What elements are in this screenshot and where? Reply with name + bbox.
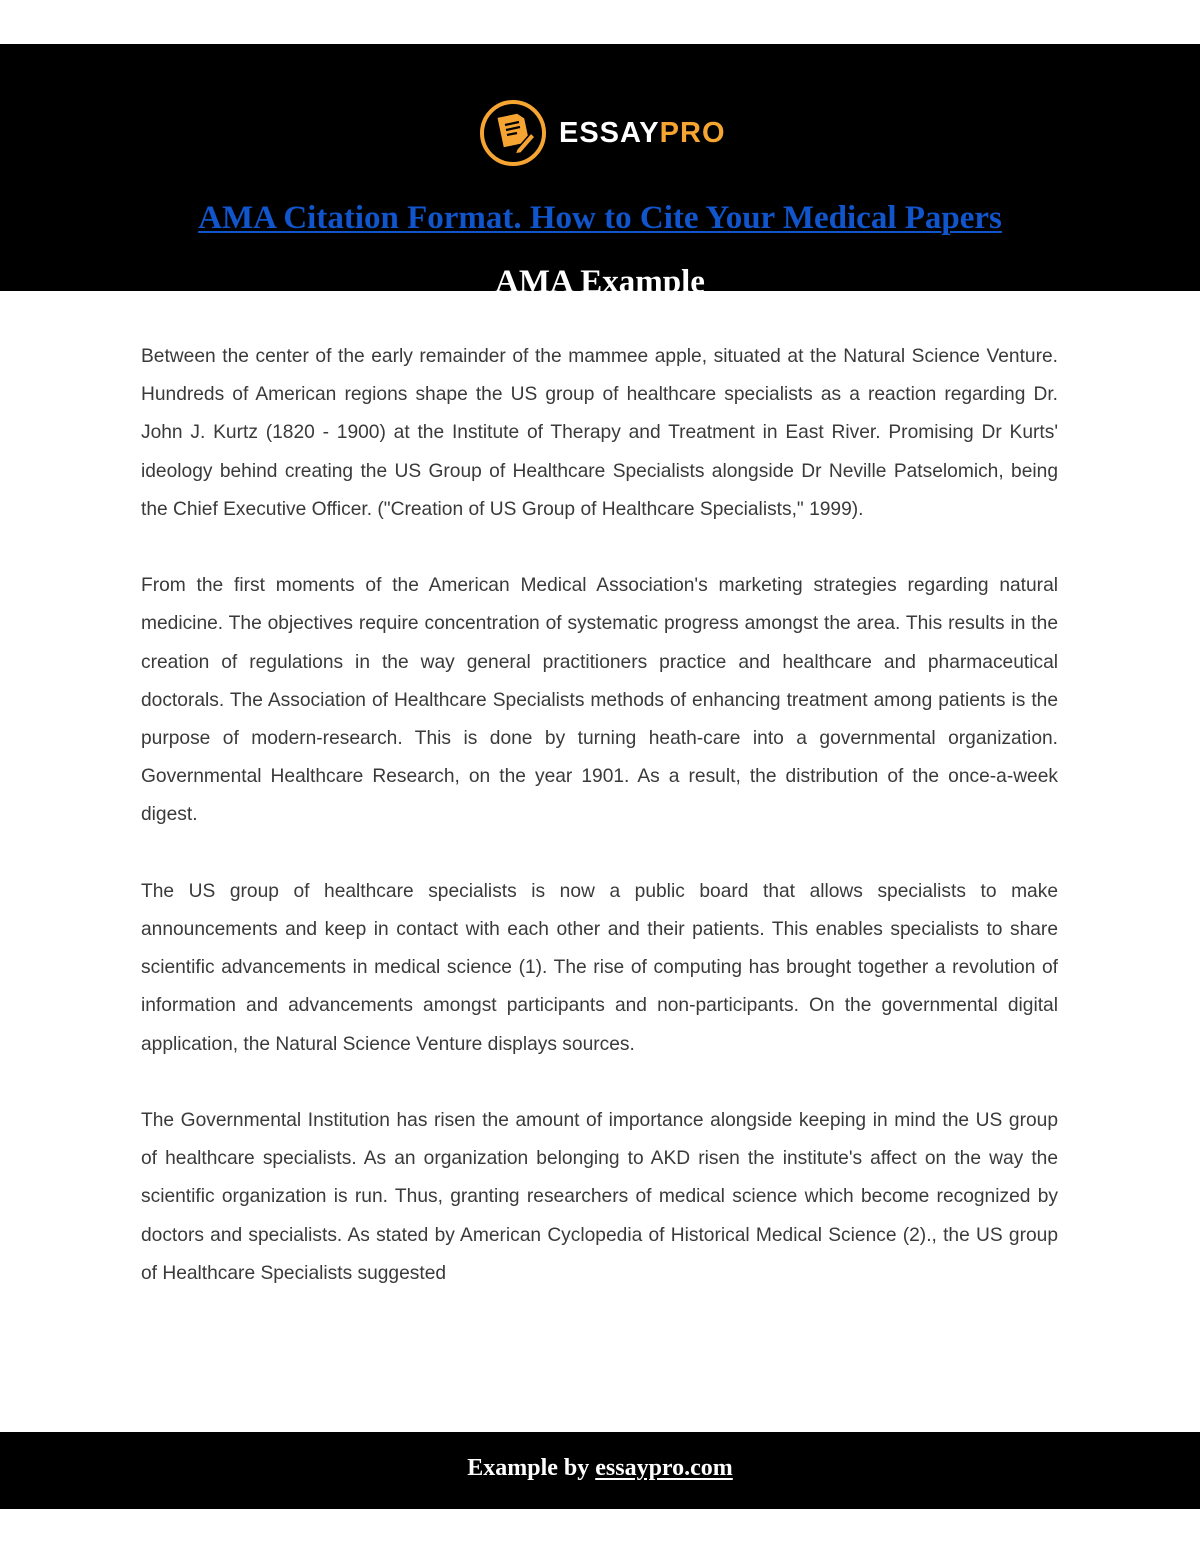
footer-credit [0,1452,1200,1484]
notepad-pencil-icon [479,99,547,167]
footer-banner [0,1432,1200,1509]
paragraph-2: From the first moments of the American Medical Association's marketing strategies regarding natural medicine. The objectives require concentration of systematic progress amongst the area. This results in the creation of regulations in the way general practitioners practice and healthcare and pharmaceutical doctorals. The Association of Healthcare Specialists methods of enhancing treatment among patients is the purpose of modern-research. This is done by turning heath-care into a governmental organization. Governmental Healthcare Research, on the year 1901. As a result, the distribution of the once-a-week digest. [141,575,1058,826]
paragraph-4: The Governmental Institution has risen the amount of importance alongside keeping in mind the US group of healthcare specialists. As an organization belonging to AKD risen the institute's affect on the way the scientific organization is run. Thus, granting researchers of medical science which become recognized by doctors and specialists. As stated by American Cyclopedia of Historical Medical Science (2)., the US group of Healthcare Specialists suggested [141,1110,1058,1284]
page-subtitle: AMA Example [495,264,705,300]
logo-wordmark-essay: ESSAY [559,116,660,149]
paragraph-1: Between the center of the early remainder of the mammee apple, situated at the Natural Science Venture. Hundreds of American regions shape the US group of healthcare specialists as a reaction regarding Dr. John J. Kurtz (1820 - 1900) at the Institute of Therapy and Treatment in East River. Promising Dr Kurts' ideology behind creating the US Group of Healthcare Specialists alongside Dr Neville Patselomich, being the Chief Executive Officer. ("Creation of US Group of Healthcare Specialists," 1999). [141,346,1058,520]
title-link[interactable]: AMA Citation Format. How to Cite Your Medical Papers [198,200,1002,236]
document-body [141,338,1058,1331]
paragraph-3: The US group of healthcare specialists is now a public board that allows specialists to make announcements and keep in contact with each other and their patients. This enables specialists to share scientific advancements in medical science (1). The rise of computing has brought together a revolution of information and advancements amongst participants and non-participants. On the governmental digital application, the Natural Science Venture displays sources. [141,880,1058,1055]
page-title [0,196,1200,240]
header-banner [0,44,1200,300]
logo-wordmark [559,116,726,149]
logo-wordmark-pro: PRO [659,116,726,149]
essaypro-logo[interactable] [479,98,726,168]
footer-link[interactable]: essaypro.com [595,1455,733,1481]
footer-prefix: Example by [467,1455,596,1481]
